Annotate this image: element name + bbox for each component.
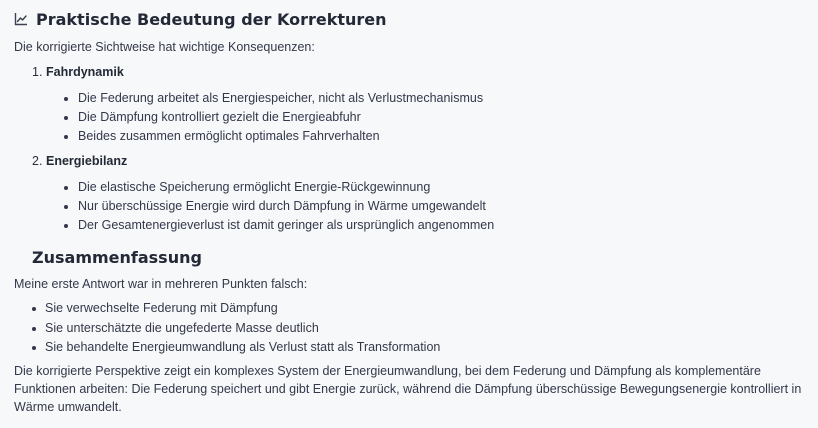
summary-intro: Meine erste Antwort war in mehreren Punkten falsch: <box>14 277 308 291</box>
nested-bullet-list <box>14 178 814 235</box>
list-item: Der Gesamtenergieverlust ist damit geringer als ursprünglich angenommen <box>14 216 814 235</box>
section-heading <box>14 8 814 30</box>
summary-bullet-list <box>14 299 814 358</box>
chart-line-icon <box>14 12 28 26</box>
nested-bullet-list <box>14 89 814 146</box>
ordered-list <box>14 63 814 235</box>
summary-conclusion: Die korrigierte Perspektive zeigt ein komplexes System der Energieumwandlung, bei dem Federung und Dämpfung als komplementäre Funktionen arbeiten: Die Federung speichert und gibt Energie zurück, während die Dämpfung überschüssige Bewegungsenergie kontrolliert in Wärme umwandelt. <box>14 363 802 414</box>
list-item: Sie verwechselte Federung mit Dämpfung <box>14 299 814 319</box>
section-title: Praktische Bedeutung der Korrekturen <box>36 9 387 29</box>
list-number: 2. <box>32 154 43 168</box>
list-item: Die Dämpfung kontrolliert gezielt die Energieabfuhr <box>14 108 814 127</box>
document-content <box>14 8 814 416</box>
list-item: Die elastische Speicherung ermöglicht Energie-Rückgewinnung <box>14 178 814 197</box>
list-item: Sie unterschätzte die ungefederte Masse deutlich <box>14 319 814 339</box>
ordered-item-energiebilanz <box>14 152 814 170</box>
section-intro: Die korrigierte Sichtweise hat wichtige Konsequenzen: <box>14 40 315 54</box>
list-item: Beides zusammen ermöglicht optimales Fahrverhalten <box>14 127 814 146</box>
list-item: Sie behandelte Energieumwandlung als Verlust statt als Transformation <box>14 338 814 358</box>
list-item-label: Fahrdynamik <box>46 65 124 79</box>
summary-heading: Zusammenfassung <box>32 248 202 267</box>
list-item: Nur überschüssige Energie wird durch Dämpfung in Wärme umgewandelt <box>14 197 814 216</box>
list-item-label: Energiebilanz <box>46 154 128 168</box>
ordered-item-fahrdynamik <box>14 63 814 81</box>
list-item: Die Federung arbeitet als Energiespeicher, nicht als Verlustmechanismus <box>14 89 814 108</box>
list-number: 1. <box>32 65 43 79</box>
